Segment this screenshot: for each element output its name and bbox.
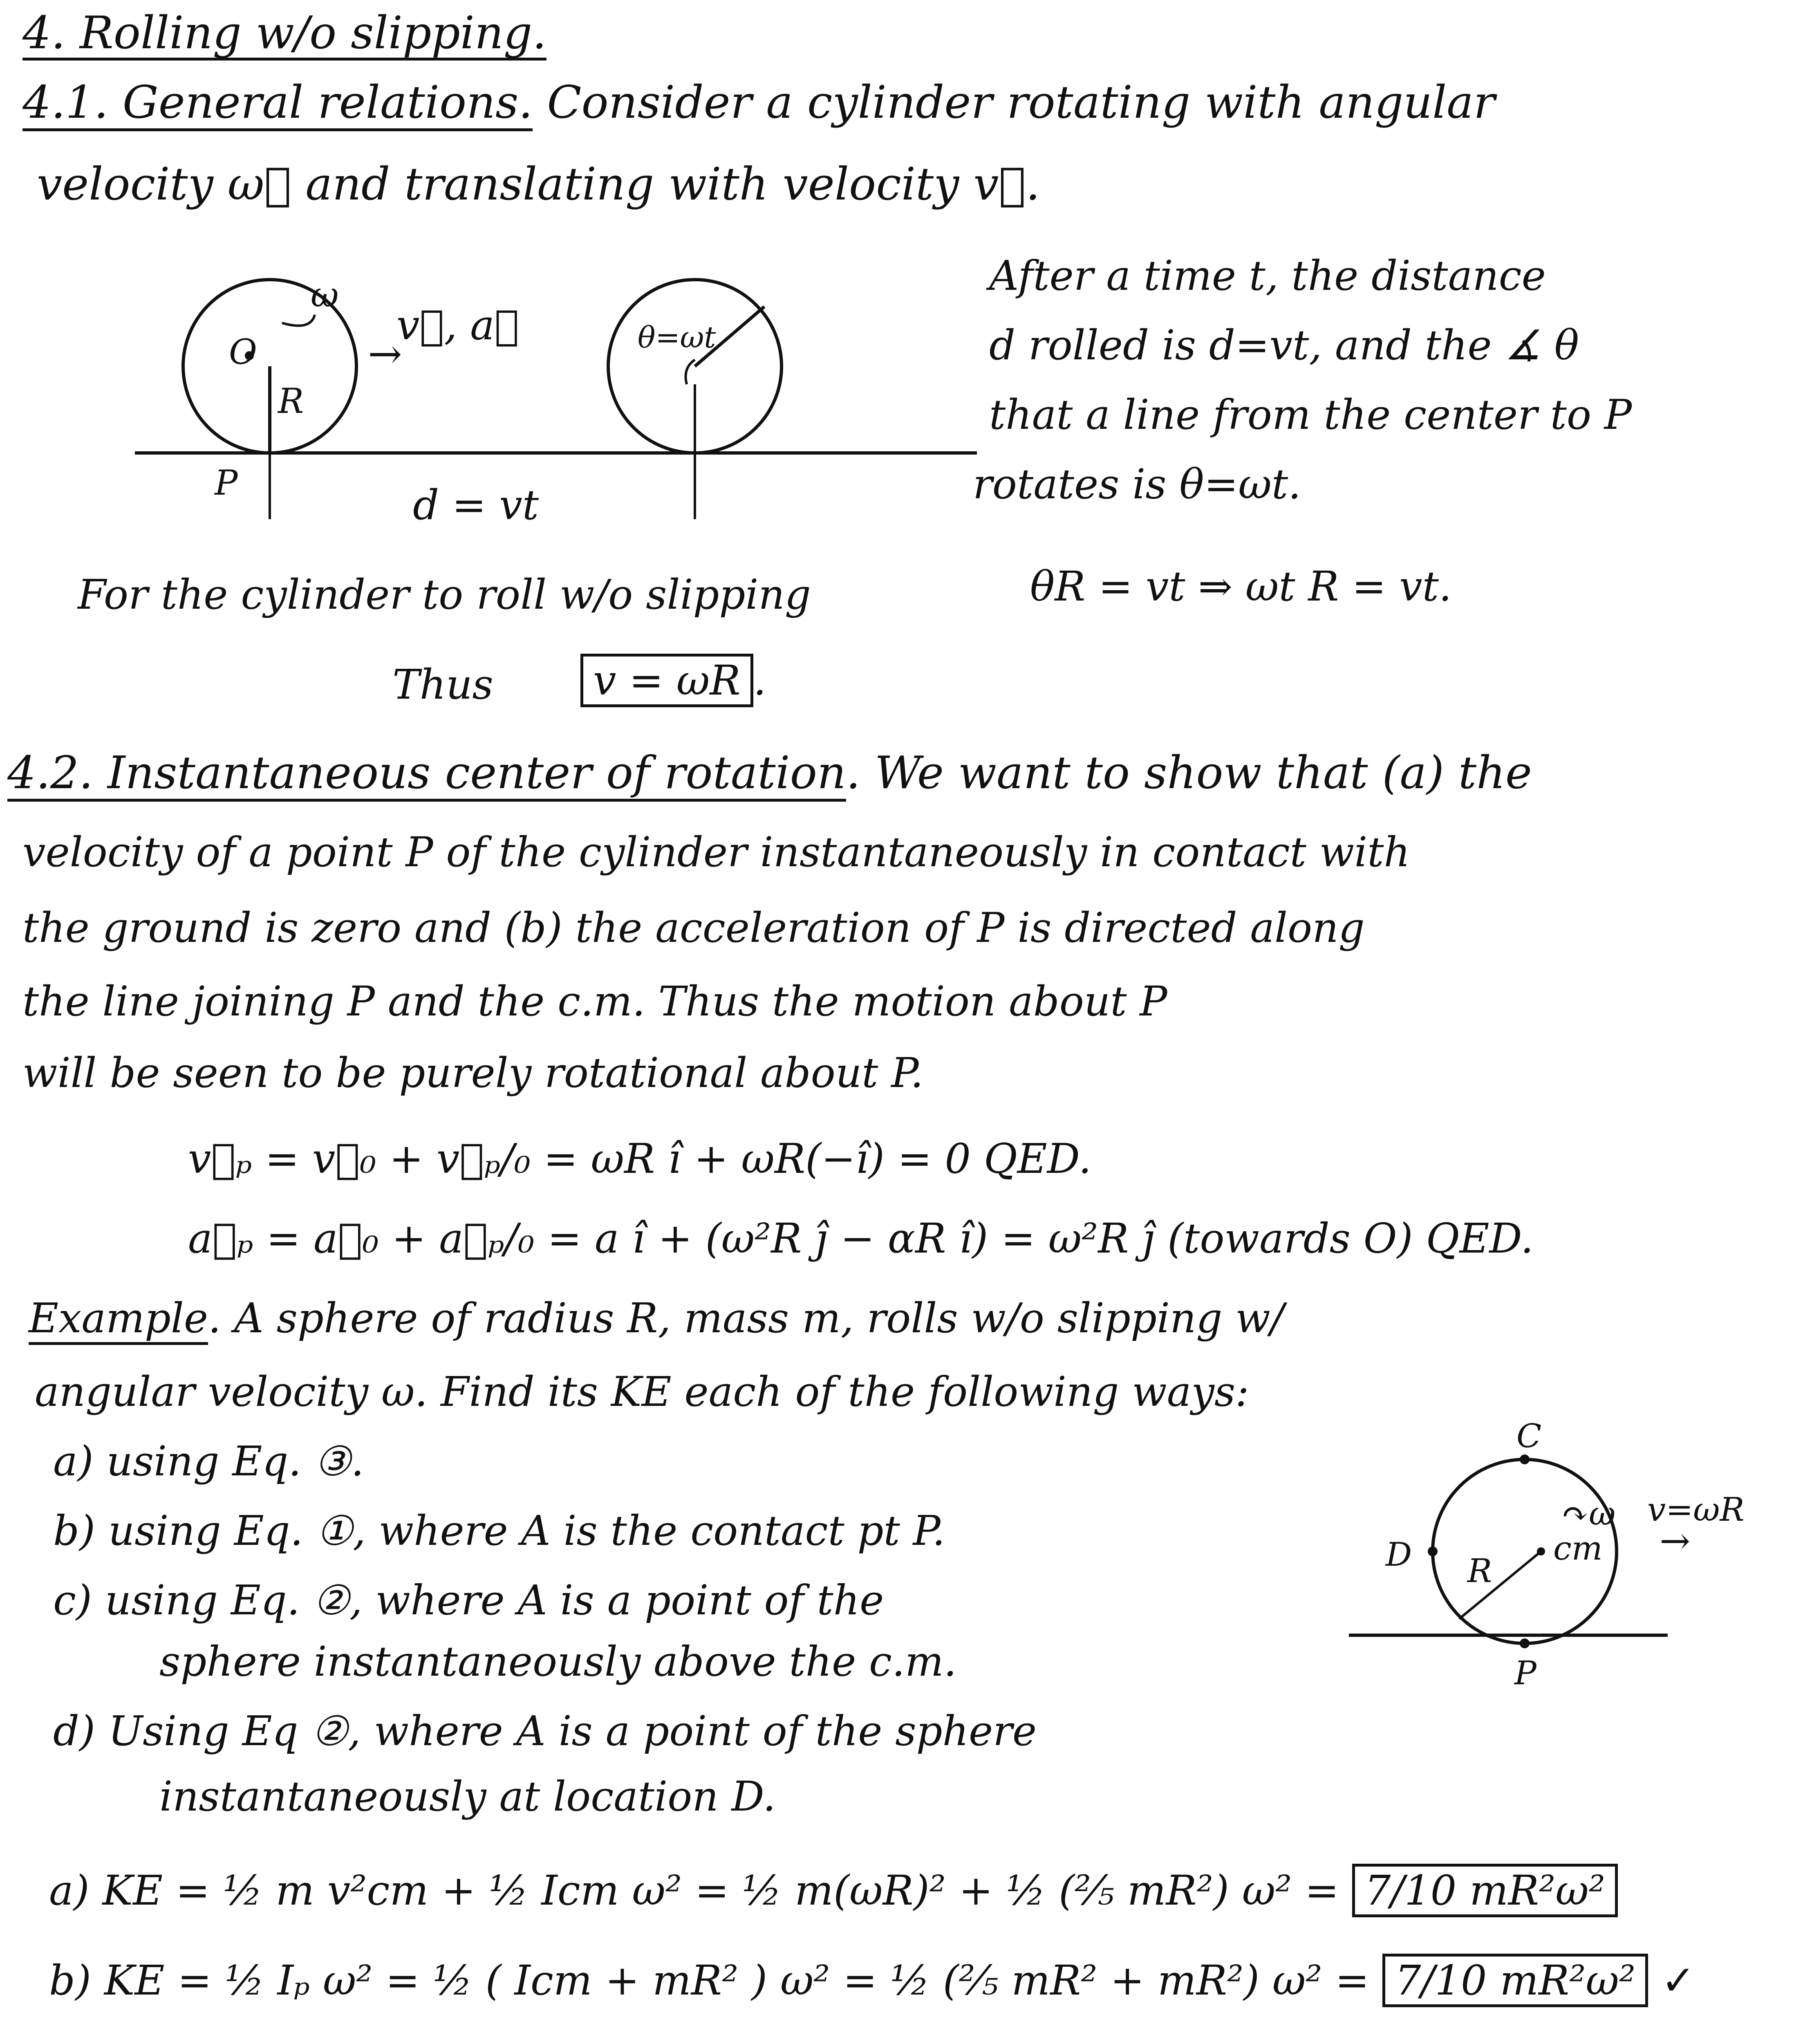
point-d-dot bbox=[1428, 1546, 1438, 1556]
solution-a-result: 7/10 mR²ω² bbox=[1352, 1864, 1618, 1917]
condition-result-line bbox=[580, 658, 766, 703]
condition-result-period: . bbox=[753, 657, 766, 704]
label-d: D bbox=[1386, 1535, 1412, 1573]
side-text-2: d rolled is d=vt, and the ∡ θ bbox=[989, 321, 1579, 369]
condition-thus: Thus bbox=[392, 661, 493, 708]
rotation-arrow bbox=[282, 315, 315, 326]
label-sphere-arrow: → bbox=[1660, 1520, 1691, 1562]
example-line-1 bbox=[29, 1296, 1284, 1341]
condition-equation: θR = vt ⇒ ωt R = vt. bbox=[1030, 563, 1452, 610]
label-sphere-p: P bbox=[1514, 1654, 1536, 1692]
velocity-equation: v⃗ₚ = v⃗₀ + v⃗ₚ/₀ = ωR î + ωR(−î) = 0 QED. bbox=[188, 1135, 1092, 1183]
example-text-2: angular velocity ω. Find its KE each of the following ways: bbox=[35, 1368, 1249, 1416]
point-c-dot bbox=[1520, 1455, 1530, 1464]
example-text-1: . A sphere of radius R, mass m, rolls w/o slipping w/ bbox=[208, 1294, 1284, 1342]
condition-result-box: v = ωR bbox=[580, 654, 753, 707]
section-4-2-text-1: . We want to show that (a) the bbox=[846, 746, 1532, 799]
label-c: C bbox=[1516, 1417, 1542, 1455]
section-4-1-intro-2: velocity ω⃗ and translating with velocity v⃗. bbox=[37, 158, 1040, 210]
example-part-d: d) Using Eq ②, where A is a point of the sphere bbox=[53, 1707, 1037, 1755]
label-cm: cm bbox=[1553, 1529, 1603, 1567]
rolling-sphere-figure bbox=[1349, 1410, 1758, 1721]
page-title: 4. Rolling w/o slipping. bbox=[22, 8, 546, 61]
label-sphere-velocity: v=ωR bbox=[1647, 1490, 1745, 1529]
section-4-1-heading: 4.1. General relations. bbox=[22, 76, 533, 131]
section-4-2-text-4: the line joining P and the c.m. Thus the motion about P bbox=[22, 977, 1167, 1025]
example-part-c-cont: sphere instantaneously above the c.m. bbox=[159, 1638, 957, 1685]
section-4-2-heading: 4.2. Instantaneous center of rotation bbox=[7, 746, 846, 802]
section-4-2-text-5: will be seen to be purely rotational about P. bbox=[22, 1049, 924, 1097]
label-theta: θ=ωt bbox=[638, 320, 716, 354]
example-label: Example bbox=[29, 1294, 208, 1345]
side-text-3: that a line from the center to P bbox=[989, 391, 1632, 439]
example-part-b: b) using Eq. ①, where A is the contact pt P. bbox=[53, 1507, 945, 1555]
solution-b bbox=[49, 1958, 1695, 2003]
side-text-4: rotates is θ=ωt. bbox=[973, 460, 1301, 508]
solution-b-check: ✓ bbox=[1661, 1957, 1695, 2004]
solution-a-equation: a) KE = ½ m v²cm + ½ Icm ω² = ½ m(ωR)² + ½ (⅖ mR²) ω² = bbox=[49, 1867, 1339, 1914]
solution-b-result: 7/10 mR²ω² bbox=[1382, 1954, 1648, 2007]
acceleration-equation: a⃗ₚ = a⃗₀ + a⃗ₚ/₀ = a î + (ω²R ĵ − αR î) = ω²R ĵ (towards O) QED. bbox=[188, 1215, 1534, 1262]
section-4-1-heading-line bbox=[22, 78, 1495, 127]
label-p: P bbox=[215, 463, 238, 503]
example-part-c: c) using Eq. ②, where A is a point of the bbox=[53, 1576, 884, 1624]
solution-b-equation: b) KE = ½ Iₚ ω² = ½ ( Icm + mR² ) ω² = ½ (⅖ mR² + mR²) ω² = bbox=[49, 1957, 1370, 2004]
rolling-cylinder-figure bbox=[135, 258, 993, 560]
label-sphere-omega: ↷ω bbox=[1561, 1495, 1616, 1533]
section-4-2-text-3: the ground is zero and (b) the acceleration of P is directed along bbox=[22, 904, 1365, 952]
side-text-1: After a time t, the distance bbox=[989, 252, 1546, 300]
label-r: R bbox=[278, 381, 304, 421]
label-omega: ω bbox=[311, 275, 339, 315]
example-part-d-cont: instantaneously at location D. bbox=[159, 1773, 776, 1820]
section-4-2-text-2: velocity of a point P of the cylinder instantaneously in contact with bbox=[22, 828, 1410, 876]
section-4-2-line-1 bbox=[7, 748, 1532, 798]
label-o: O bbox=[229, 332, 257, 372]
label-sphere-r: R bbox=[1467, 1552, 1492, 1590]
label-motion-arrow: → bbox=[368, 330, 402, 378]
example-part-a: a) using Eq. ③. bbox=[53, 1437, 364, 1485]
section-4-1-intro-1: Consider a cylinder rotating with angular bbox=[547, 76, 1495, 128]
point-p-dot bbox=[1520, 1638, 1530, 1648]
label-distance: d = vt bbox=[413, 481, 539, 529]
angle-arc bbox=[686, 360, 695, 384]
label-velocity-accel: v⃗, a⃗ bbox=[396, 301, 519, 349]
condition-text: For the cylinder to roll w/o slipping bbox=[78, 571, 811, 619]
solution-a bbox=[49, 1868, 1618, 1913]
